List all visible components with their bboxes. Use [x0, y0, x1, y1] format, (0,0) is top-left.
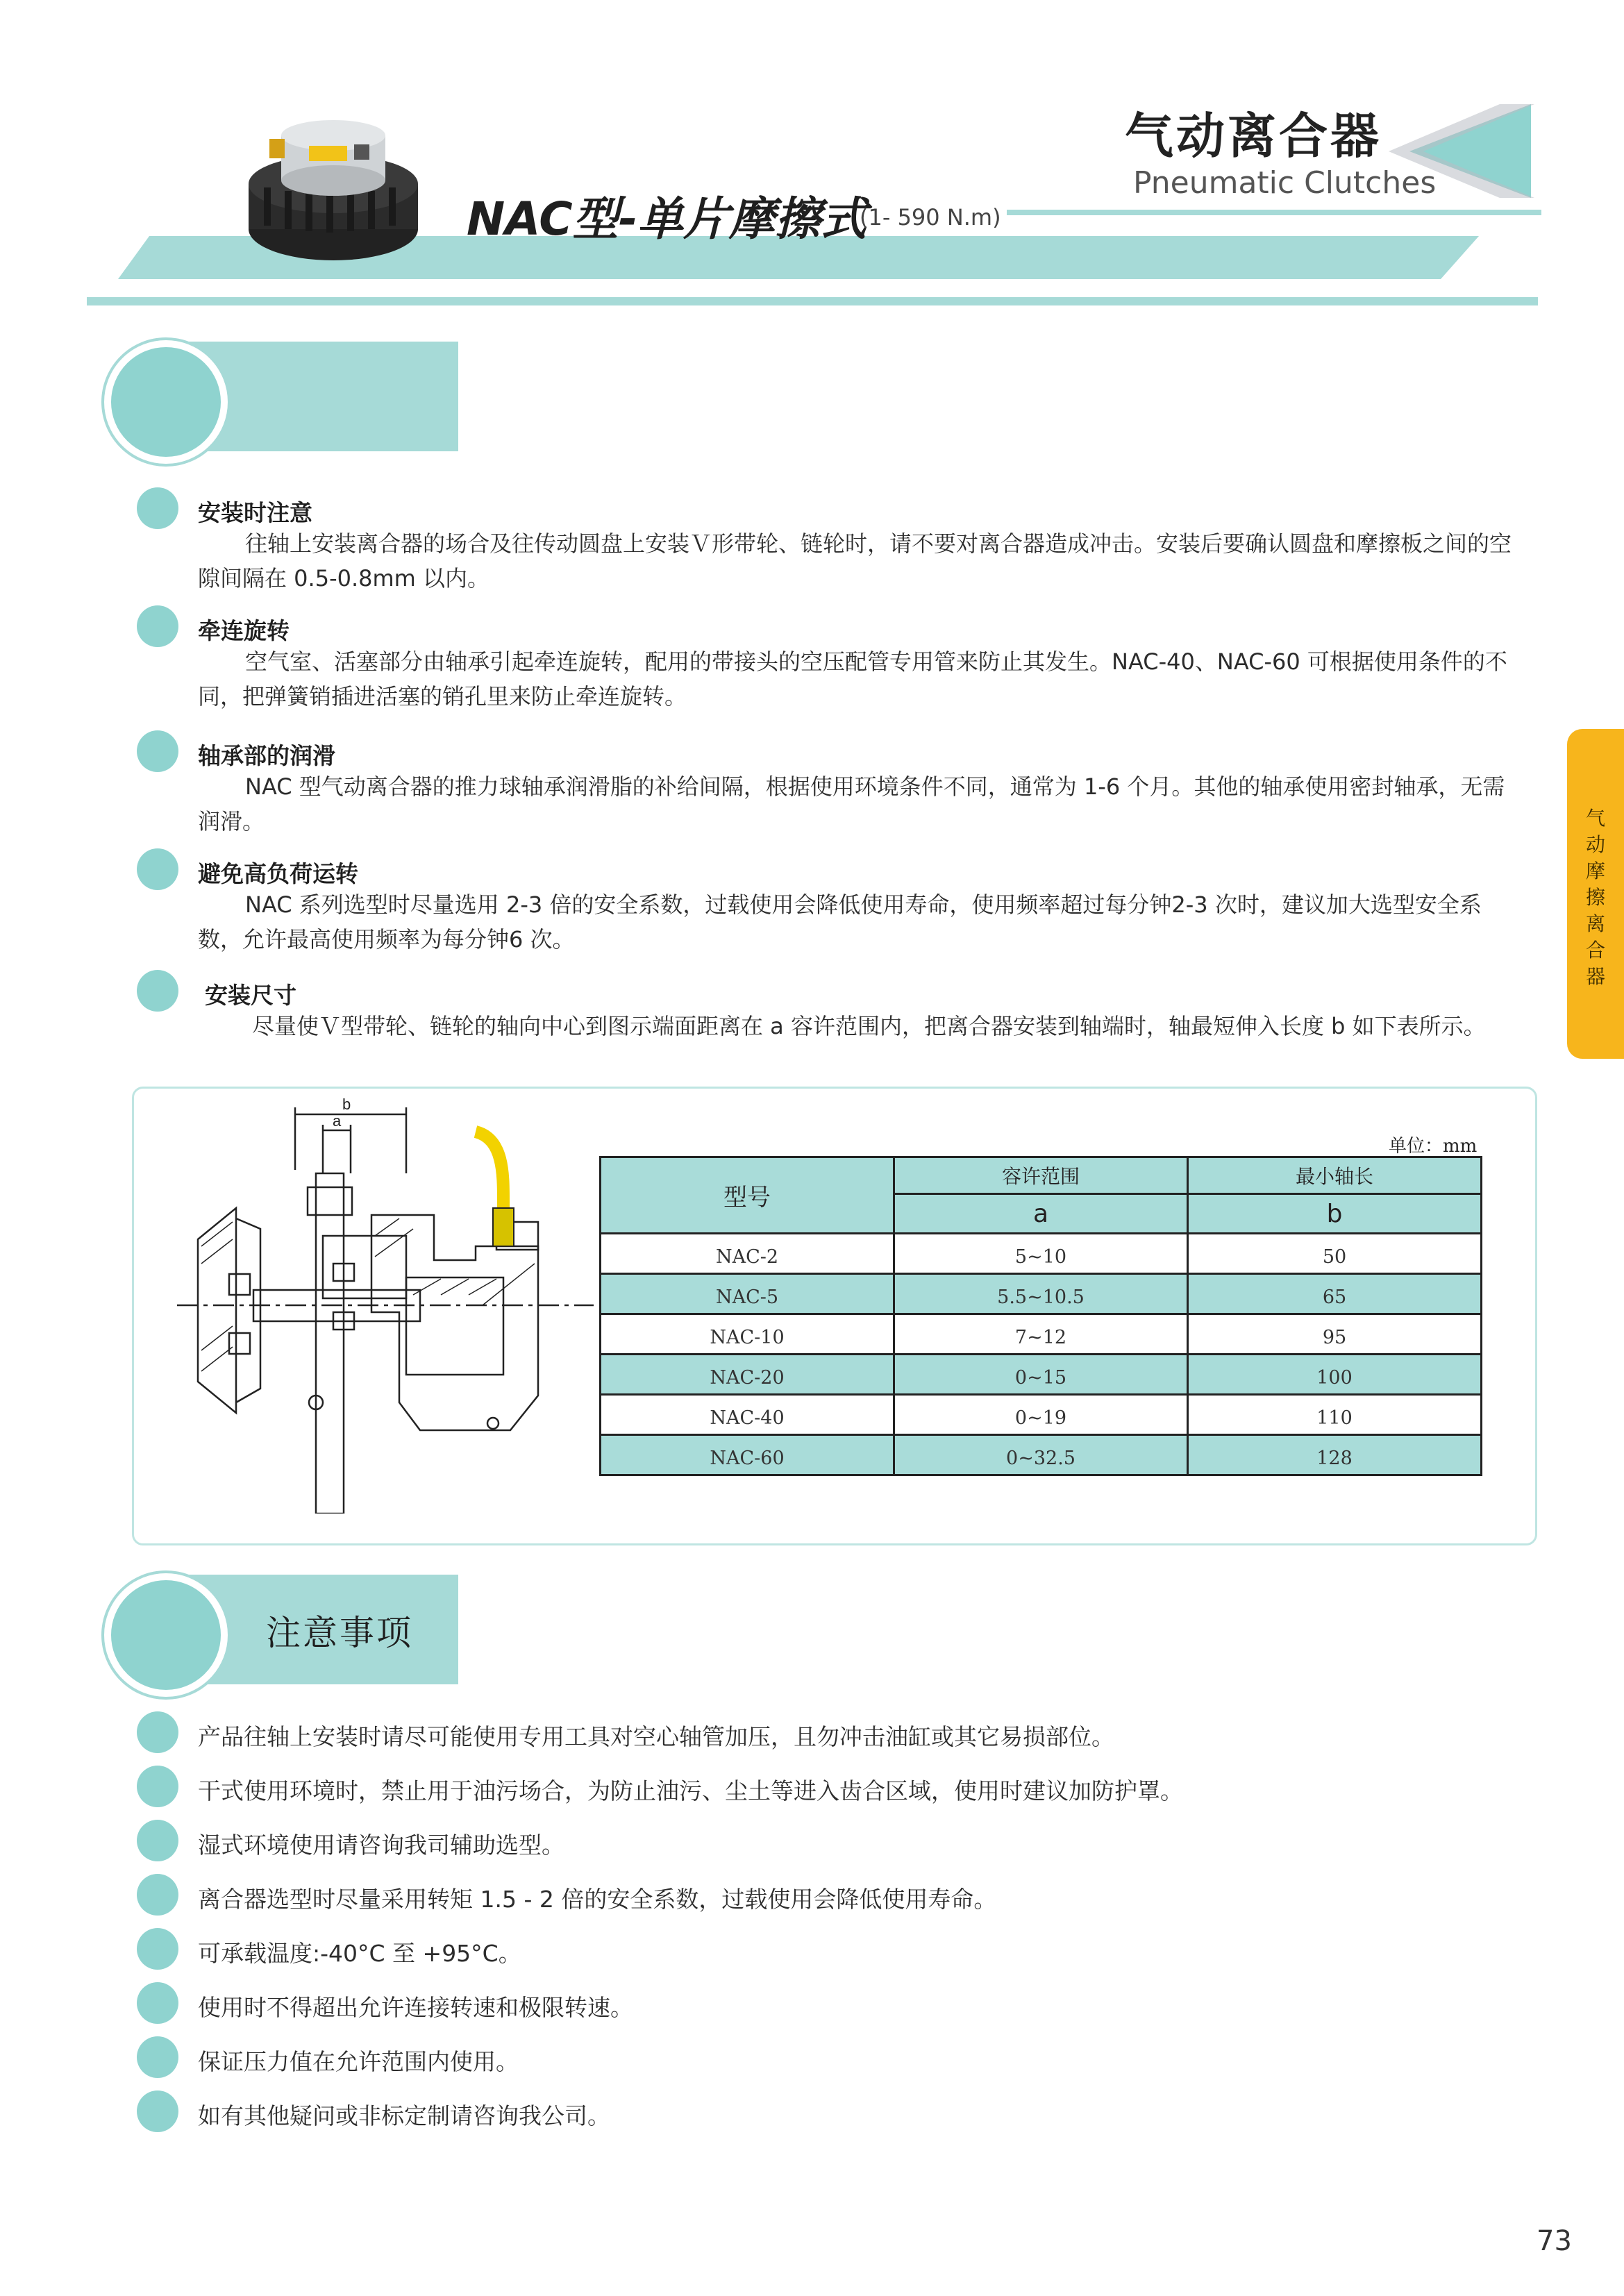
bullet-dot — [137, 848, 178, 890]
clutch-section-drawing — [177, 1097, 597, 1514]
bullet-dot — [137, 1928, 178, 1970]
bullet-dot — [137, 605, 178, 647]
cell-b: 128 — [1188, 1435, 1482, 1475]
bullet-dot — [137, 1711, 178, 1753]
cell-b: 50 — [1188, 1234, 1482, 1274]
precaution-item: 保证压力值在允许范围内使用。 — [198, 2048, 519, 2075]
product-image — [236, 111, 430, 271]
bullet-dot — [137, 487, 178, 529]
note-text: 尽量使Ｖ型带轮、链轮的轴向中心到图示端面距离在 a 容许范围内，把离合器安装到轴端时，轴最短伸入长度 b 如下表所示。 — [252, 1013, 1486, 1039]
page-number: 73 — [1537, 2225, 1572, 2257]
cell-a: 0~32.5 — [894, 1435, 1188, 1475]
note-heading: 牵连旋转 — [198, 617, 290, 644]
col-header-allow-symbol: a — [894, 1194, 1188, 1234]
table-row — [601, 1355, 1482, 1395]
unit-label: 单位：mm — [1389, 1136, 1477, 1157]
table-row — [601, 1395, 1482, 1435]
precaution-item: 离合器选型时尽量采用转矩 1.5 - 2 倍的安全系数，过载使用会降低使用寿命。 — [198, 1886, 997, 1913]
bullet-dot — [137, 1982, 178, 2024]
cell-model: NAC-20 — [601, 1355, 894, 1395]
precaution-item: 产品往轴上安装时请尽可能使用专用工具对空心轴管加压，且勿冲击油缸或其它易损部位。 — [198, 1723, 1114, 1750]
note-heading: 安装时注意 — [198, 499, 312, 526]
section-badge-circle — [104, 1573, 228, 1697]
category-side-tab-label: 气动摩擦离合器 — [1585, 807, 1605, 988]
bullet-dot — [137, 1820, 178, 1861]
model-title: NAC型-单片摩擦式 — [467, 192, 867, 246]
col-header-allow: 容许范围 — [894, 1157, 1188, 1194]
col-header-min-symbol: b — [1188, 1194, 1482, 1234]
note-heading: 轴承部的润滑 — [198, 742, 335, 769]
bullet-dot — [137, 2036, 178, 2078]
note-heading: 安装尺寸 — [205, 982, 296, 1009]
bullet-dot — [137, 1874, 178, 1916]
cell-b: 65 — [1188, 1274, 1482, 1314]
dim-label-b: b — [342, 1097, 351, 1113]
cell-b: 110 — [1188, 1395, 1482, 1435]
col-header-min: 最小轴长 — [1188, 1157, 1482, 1194]
col-header-model: 型号 — [601, 1157, 894, 1234]
cell-b: 95 — [1188, 1314, 1482, 1355]
cell-a: 0~19 — [894, 1395, 1188, 1435]
note-text: NAC 型气动离合器的推力球轴承润滑脂的补给间隔，根据使用环境条件不同，通常为 1-6 个月。其他的轴承使用密封轴承，无需润滑。 — [198, 773, 1505, 835]
cell-a: 5.5~10.5 — [894, 1274, 1188, 1314]
bullet-dot — [137, 970, 178, 1012]
note-text: 往轴上安装离合器的场合及往传动圆盘上安装Ｖ形带轮、链轮时，请不要对离合器造成冲击。安装后要确认圆盘和摩擦板之间的空隙间隔在 0.5-0.8mm 以内。 — [198, 530, 1512, 592]
table-row — [601, 1435, 1482, 1475]
section-badge-circle — [104, 340, 228, 464]
precaution-item: 可承载温度:-40°C 至 +95°C。 — [198, 1940, 521, 1967]
bullet-dot — [137, 2090, 178, 2132]
precaution-item: 如有其他疑问或非标定制请咨询我公司。 — [198, 2102, 610, 2129]
cell-a: 5~10 — [894, 1234, 1188, 1274]
note-heading: 避免高负荷运转 — [198, 860, 358, 887]
note-text: 空气室、活塞部分由轴承引起牵连旋转，配用的带接头的空压配管专用管来防止其发生。NAC-40、NAC-60 可根据使用条件的不同，把弹簧销插进活塞的销孔里来防止牵连旋转。 — [198, 648, 1507, 710]
cell-a: 7~12 — [894, 1314, 1188, 1355]
section-title-precautions: 注意事项 — [266, 1613, 413, 1653]
cell-model: NAC-2 — [601, 1234, 894, 1274]
table-row — [601, 1314, 1482, 1355]
cell-model: NAC-10 — [601, 1314, 894, 1355]
table-row — [601, 1234, 1482, 1274]
model-torque-range: (1- 590 N.m) — [860, 204, 1001, 231]
cell-model: NAC-5 — [601, 1274, 894, 1314]
note-text: NAC 系列选型时尽量选用 2-3 倍的安全系数，过载使用会降低使用寿命，使用频率超过每分钟2-3 次时，建议加大选型安全系数，允许最高使用频率为每分钟6 次。 — [198, 891, 1482, 953]
bullet-dot — [137, 730, 178, 772]
cell-b: 100 — [1188, 1355, 1482, 1395]
bullet-dot — [137, 1766, 178, 1807]
table-row — [601, 1274, 1482, 1314]
page-title-en: Pneumatic Clutches — [1133, 165, 1437, 201]
cell-model: NAC-40 — [601, 1395, 894, 1435]
cell-model: NAC-60 — [601, 1435, 894, 1475]
precaution-item: 使用时不得超出允许连接转速和极限转速。 — [198, 1994, 633, 2021]
table-header-row — [601, 1157, 1482, 1194]
page-title-cn: 气动离合器 — [1125, 108, 1382, 165]
precaution-item: 湿式环境使用请咨询我司辅助选型。 — [198, 1832, 564, 1859]
spec-table — [599, 1156, 1482, 1476]
dim-label-a: a — [333, 1112, 342, 1130]
cell-a: 0~15 — [894, 1355, 1188, 1395]
precaution-item: 干式使用环境时，禁止用于油污场合，为防止油污、尘土等进入齿合区域，使用时建议加防护罩。 — [198, 1777, 1183, 1804]
